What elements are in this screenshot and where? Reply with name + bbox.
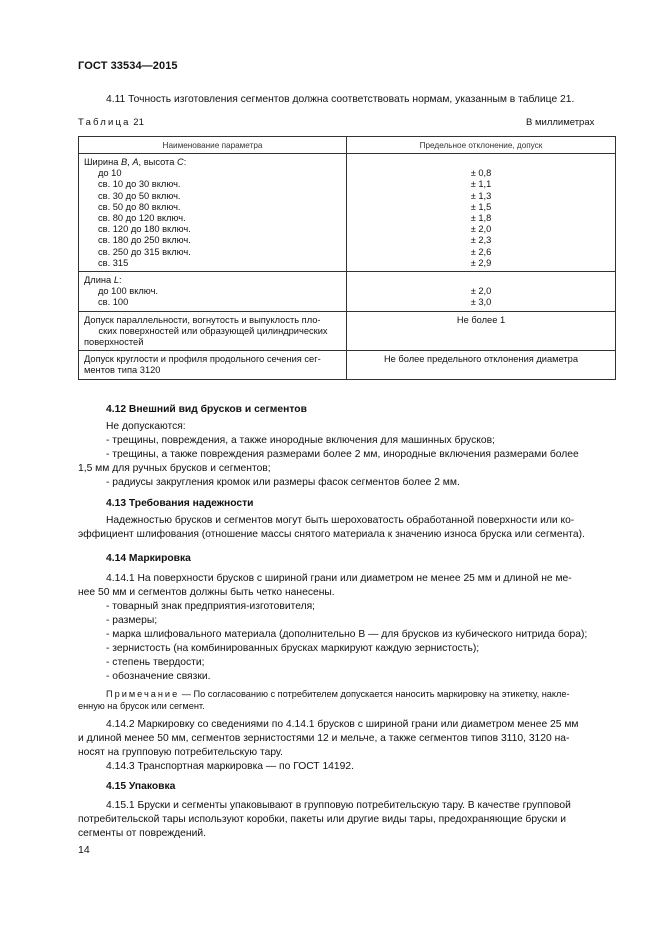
text-line: Надежностью брусков и сегментов могут быть шероховатость обработанной поверхности или ко- [106,515,575,526]
text-line: 1,5 мм для ручных брусков и сегментов; [78,463,271,474]
list-item: - зернистость (на комбинированных брусках маркируют каждую зернистость); [106,643,480,654]
tolerance-value: ± 2,3 [470,235,492,246]
tolerance-value: ± 2,0 [470,286,492,297]
width-group-title: Ширина B, A, высота C: [84,157,187,167]
text-line: 4.14.1 На поверхности брусков с шириной грани или диаметром не менее 25 мм и длиной не ме- [106,573,572,584]
text-line: эффициент шлифования (отношение массы снятого материала к значению износа бруска или сегмента). [78,529,585,540]
range-label: до 10 [98,168,122,179]
range-label: св. 30 до 50 включ. [98,190,181,201]
note-line-1: Примечание — По согласованию с потребителем допускается наносить маркировку на этикетку, накле- [106,689,570,699]
range-label: св. 100 [98,297,129,308]
text-line: 4.15.1 Бруски и сегменты упаковывают в групповую потребительскую тару. В качестве групповой [106,800,571,811]
heading-4-14: 4.14 Маркировка [106,553,191,564]
range-label: св. 250 до 315 включ. [98,246,191,257]
list-item: - степень твердости; [106,657,205,668]
tolerance-value: ± 2,0 [470,224,492,235]
text-line: носят на групповую потребительскую тару. [78,747,283,758]
parallelism-value-cell: Не более 1 [347,311,616,351]
range-label: св. 10 до 30 включ. [98,179,181,190]
table-caption-number: 21 [133,117,144,128]
table-header-row [79,137,616,154]
text-line: 4.14.3 Транспортная маркировка — по ГОСТ 14192. [106,761,354,772]
roundness-label-cell: Допуск круглости и профиля продольного сечения сег- ментов типа 3120 [79,351,347,379]
table-caption [78,117,144,128]
width-group-cell [79,154,347,272]
clause-4-11: 4.11 Точность изготовления сегментов должна соответствовать нормам, указанным в таблице 21. [106,94,575,105]
table-row-width [79,154,616,272]
note-line-2: енную на брусок или сегмент. [78,701,205,711]
tolerance-value: ± 2,9 [470,257,492,268]
width-values-cell [347,154,616,272]
heading-4-15: 4.15 Упаковка [106,781,176,792]
tolerance-value: ± 2,6 [470,246,492,257]
text-line: нее 50 мм и сегментов должны быть четко нанесены. [78,587,335,598]
tolerance-table [78,136,616,380]
length-values-cell [347,272,616,312]
parallelism-label-cell: Допуск параллельности, вогнутость и выпуклость пло- ских поверхностей или образующей цилиндрических поверхностей [79,311,347,351]
tolerance-value: ± 1,1 [470,179,492,190]
tolerance-value: ± 1,3 [470,190,492,201]
col-header-parameter: Наименование параметра [79,137,347,154]
range-label: св. 180 до 250 включ. [98,235,191,246]
document-header: ГОСТ 33534—2015 [78,60,178,72]
tolerance-value: ± 0,8 [470,168,492,179]
length-group-cell [79,272,347,312]
text-line: потребительской тары используют коробки, пакеты или другие виды тары, предохраняющие бруски и [78,814,566,825]
text-line: - трещины, а также повреждения размерами более 2 мм, инородные включения размерами более [106,449,579,460]
col-header-tolerance: Предельное отклонение, допуск [347,137,616,154]
list-item: - товарный знак предприятия-изготовителя; [106,601,316,612]
tolerance-value: ± 1,5 [470,201,492,212]
text-line: и длиной менее 50 мм, сегментов зернистостями 12 и мельче, а также сегментов типов 3110, 3120 на- [78,733,570,744]
list-item: - размеры; [106,615,158,626]
range-label: св. 120 до 180 включ. [98,224,191,235]
list-item: - обозначение связки. [106,671,211,682]
heading-4-12: 4.12 Внешний вид брусков и сегментов [106,404,307,415]
tolerance-value: ± 3,0 [470,297,492,308]
text-line: 4.14.2 Маркировку со сведениями по 4.14.1 брусков с шириной грани или диаметром менее 25 мм [106,719,579,730]
table-row-roundness [79,351,616,379]
roundness-value-cell: Не более предельного отклонения диаметра [347,351,616,379]
range-label: до 100 включ. [98,286,159,297]
page-number: 14 [78,844,90,856]
table-row-length [79,272,616,312]
note-label: Примечание [106,689,180,699]
text-line: сегменты от повреждений. [78,828,206,839]
range-label: св. 50 до 80 включ. [98,201,181,212]
text-line: - трещины, повреждения, а также инородные включения для машинных брусков; [106,435,495,446]
list-item: - марка шлифовального материала (дополнительно В — для брусков из кубического нитрида бора); [106,629,588,640]
table-caption-word: Таблица [78,117,131,128]
text-line: - радиусы закругления кромок или размеры фасок сегментов более 2 мм. [106,477,460,488]
table-units: В миллиметрах [526,117,595,128]
length-group-title: Длина L: [84,275,122,286]
range-label: св. 80 до 120 включ. [98,213,186,224]
range-label: св. 315 [98,257,129,268]
text-line: Не допускаются: [106,421,186,432]
tolerance-value: ± 1,8 [470,213,492,224]
heading-4-13: 4.13 Требования надежности [106,498,254,509]
table-row-parallelism [79,311,616,351]
